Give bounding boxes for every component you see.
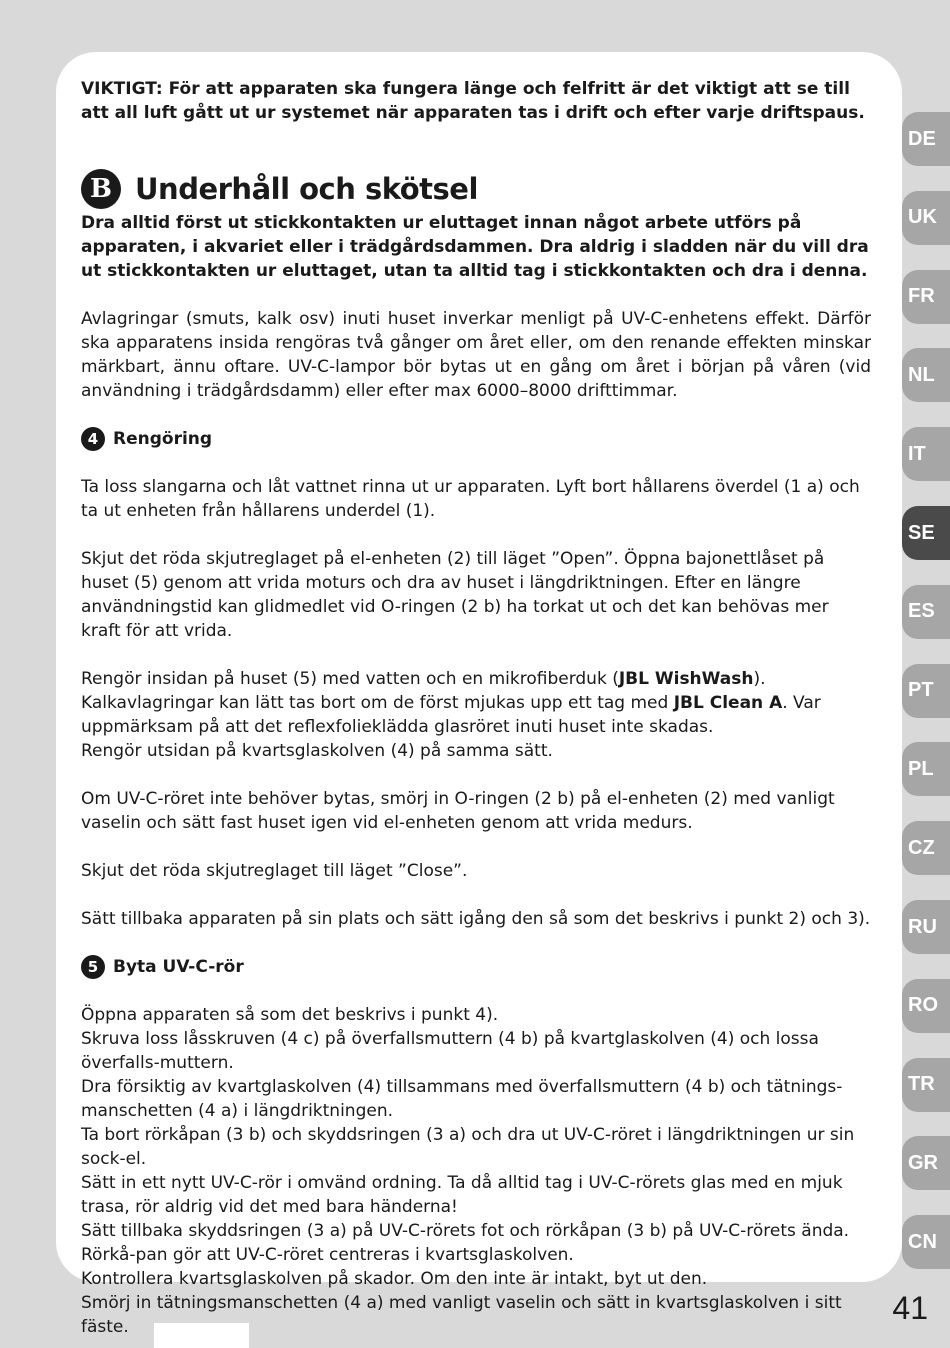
replace-line: Kontrollera kvartsglaskolven på skador. Om den inte är intakt, byt ut den. <box>81 1269 708 1289</box>
safety-warning: Dra alltid först ut stickkontakten ur eluttaget innan något arbete utförs på apparaten, i akvariet eller i trädgårdsdammen. Dra aldrig i sladden när du vill dra ut stickkontakten ur eluttaget, utan ta alltid tag i stickkontakten och dra i denna. <box>81 213 869 281</box>
language-tab-ro[interactable]: RO <box>902 979 950 1033</box>
replace-line: Öppna apparaten så som det beskrivs i punkt 4). <box>81 1005 499 1025</box>
replace-heading <box>81 955 871 979</box>
language-tab-nl[interactable]: NL <box>902 348 950 402</box>
language-tab-it[interactable]: IT <box>902 427 950 481</box>
cleaning-paragraph-6: Sätt tillbaka apparaten på sin plats och sätt igång den så som det beskrivs i punkt 2) och 3). <box>81 909 871 929</box>
language-tab-uk[interactable]: UK <box>902 191 950 245</box>
replace-instructions <box>81 1003 871 1339</box>
language-tab-pt[interactable]: PT <box>902 664 950 718</box>
language-tab-cz[interactable]: CZ <box>902 821 950 875</box>
cleaning-paragraph-3 <box>81 667 871 739</box>
language-tab-gr[interactable]: GR <box>902 1136 950 1190</box>
language-tab-fr[interactable]: FR <box>902 270 950 324</box>
notice-text: VIKTIGT: För att apparaten ska fungera länge och felfritt är det viktigt att se till att all luft gått ut ur systemet när apparaten tas i drift och efter varje driftspaus. <box>81 79 865 123</box>
product-name: JBL WishWash <box>618 669 754 689</box>
replace-title: Byta UV-C-rör <box>113 957 244 977</box>
cleaning-heading <box>81 427 871 451</box>
cleaning-paragraph-1: Ta loss slangarna och låt vattnet rinna ut ur apparaten. Lyft bort hållarens överdel (1 a) och ta ut enheten från hållarens underdel (1). <box>81 477 860 521</box>
cleaning-paragraph-5: Skjut det röda skjutreglaget till läget ”Close”. <box>81 861 468 881</box>
language-tab-cn[interactable]: CN <box>902 1215 950 1269</box>
document-content <box>81 77 871 1339</box>
step-number-badge: 5 <box>81 955 105 979</box>
replace-line: Smörj in tätningsmanschetten (4 a) med vanligt vaselin och sätt in kvartsglaskolven i sitt fäste. <box>81 1293 842 1337</box>
section-title: Underhåll och skötsel <box>135 172 478 206</box>
replace-line: Dra försiktig av kvartglaskolven (4) tillsammans med överfallsmuttern (4 b) och tätnings-manschetten (4 a) i längdriktningen. <box>81 1077 843 1121</box>
language-tab-pl[interactable]: PL <box>902 742 950 796</box>
cleaning-paragraph-4: Om UV-C-röret inte behöver bytas, smörj in O-ringen (2 b) på el-enheten (2) med vanligt vaselin och sätt fast huset igen vid el-enheten genom att vrida medurs. <box>81 789 835 833</box>
text-run: ). Kalkavlagringar kan lätt tas bort om de först mjukas upp ett tag med <box>81 669 766 713</box>
cleaning-paragraph-3-cont: Rengör utsidan på kvartsglaskolven (4) på samma sätt. <box>81 741 553 761</box>
product-name: JBL Clean A <box>673 693 783 713</box>
replace-line: Sätt tillbaka skyddsringen (3 a) på UV-C-rörets fot och rörkåpan (3 b) på UV-C-rörets ända. Rörkå-pan gör att UV-C-röret centreras i kvartsglaskolven. <box>81 1221 850 1265</box>
replace-line: Skruva loss låsskruven (4 c) på överfallsmuttern (4 b) på kvartglaskolven (4) och lossa överfalls-muttern. <box>81 1029 819 1073</box>
cleaning-paragraph-2: Skjut det röda skjutreglaget på el-enheten (2) till läget ”Open”. Öppna bajonettlåset på huset (5) genom att vrida moturs och dra av huset i längdriktningen. Efter en längre användningstid kan glidmedlet vid O-ringen (2 b) ha torkat ut och det kan behövas mer kraft för att vrida. <box>81 549 829 641</box>
intro-paragraph: Avlagringar (smuts, kalk osv) inuti huset inverkar menligt på UV-C-enhetens effekt. Därför ska apparatens insida rengöras två gånger om året eller, om den renande effekten minskar märkbart, ännu oftare. UV-C-lampor bör bytas ut en gång om året i början på våren (vid användning i trädgårdsdamm) eller efter max 6000–8000 drifttimmar. <box>81 309 871 401</box>
cleaning-title: Rengöring <box>113 429 213 449</box>
page-number: 41 <box>892 1290 928 1326</box>
replace-line: Sätt in ett nytt UV-C-rör i omvänd ordning. Ta då alltid tag i UV-C-rörets glas med en mjuk trasa, rör aldrig vid det med bara händerna! <box>81 1173 843 1217</box>
language-tab-de[interactable]: DE <box>902 112 950 166</box>
section-letter-badge: B <box>81 169 121 209</box>
section-heading <box>81 169 871 209</box>
step-number-badge: 4 <box>81 427 105 451</box>
text-run: . Var uppmärksam på att det reflexfolieklädda glasröret inuti huset inte skadas. <box>81 693 821 737</box>
language-tab-ru[interactable]: RU <box>902 900 950 954</box>
language-tab-tr[interactable]: TR <box>902 1058 950 1112</box>
language-tab-es[interactable]: ES <box>902 585 950 639</box>
language-tab-se[interactable]: SE <box>902 506 950 560</box>
replace-line: Ta bort rörkåpan (3 b) och skyddsringen (3 a) och dra ut UV-C-röret i längdriktningen ur sin sock-el. <box>81 1125 855 1169</box>
text-run: Rengör insidan på huset (5) med vatten och en mikrofiberduk ( <box>81 669 619 689</box>
footer-mark <box>154 1323 249 1348</box>
